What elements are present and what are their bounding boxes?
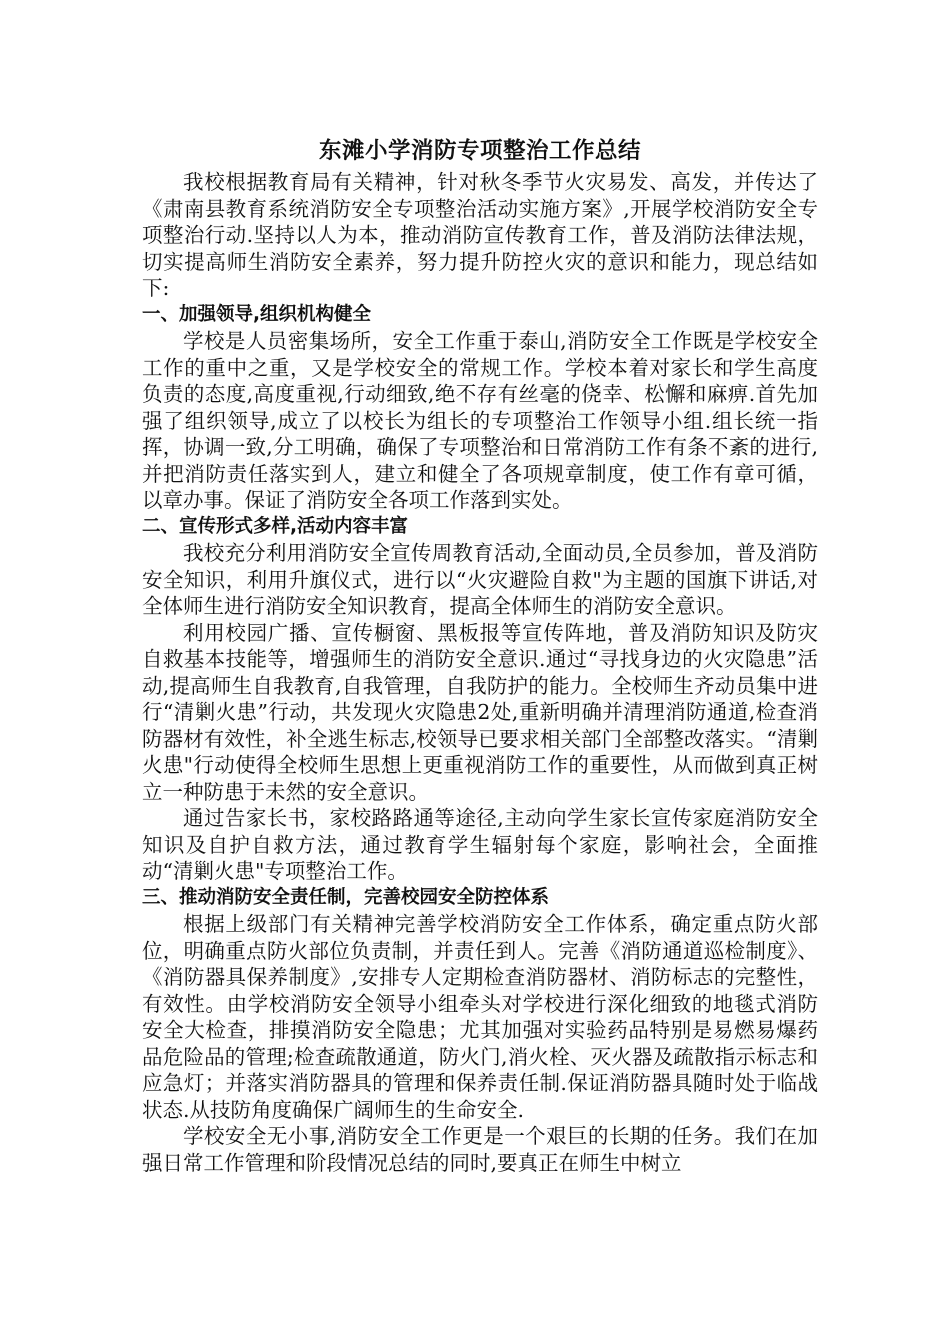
section-2-paragraph: 通过告家长书，家校路路通等途径,主动向学生家长宣传家庭消防安全知识及自护自救方法，通过教育学生辐射每个家庭，影响社会，全面推动“清剿火患"专项整治工作。 xyxy=(142,806,818,883)
section-heading-2: 二、宣传形式多样,活动内容丰富 xyxy=(142,515,409,537)
document-title: 东滩小学消防专项整治工作总结 xyxy=(318,138,641,164)
section-heading-3: 三、推动消防安全责任制，完善校园安全防控体系 xyxy=(142,886,550,908)
section-1-paragraph: 学校是人员密集场所，安全工作重于泰山,消防安全工作既是学校安全工作的重中之重，又是学校安全的常规工作。学校本着对家长和学生高度负责的态度,高度重视,行动细致,绝不存有丝毫的侥幸、松懈和麻痹.首先加强了组织领导,成立了以校长为组长的专项整治工作领导小组.组长统一指挥，协调一致,分工明确，确保了专项整治和日常消防工作有条不紊的进行,并把消防责任落实到人，建立和健全了各项规章制度，使工作有章可循，以章办事。保证了消防安全各项工作落到实处。 xyxy=(142,329,818,512)
section-2-paragraph: 利用校园广播、宣传橱窗、黑板报等宣传阵地，普及消防知识及防灾自救基本技能等，增强师生的消防安全意识.通过“寻找身边的火灾隐患”活动,提高师生自我教育,自我管理，自我防护的能力。全校师生齐动员集中进行“清剿火患”行动，共发现火灾隐患2处,重新明确并清理消防通道,检查消防器材有效性，补全逃生标志,校领导已要求相关部门全部整改落实。“清剿火患"行动使得全校师生思想上更重视消防工作的重要性，从而做到真正树立一种防患于未然的安全意识。 xyxy=(142,620,818,804)
section-heading-1: 一、加强领导,组织机构健全 xyxy=(142,303,372,325)
intro-paragraph: 我校根据教育局有关精神，针对秋冬季节火灾易发、高发，并传达了《肃南县教育系统消防安全专项整治活动实施方案》,开展学校消防安全专项整治行动.坚持以人为本，推动消防宣传教育工作，普及消防法律法规，切实提高师生消防安全素养，努力提升防控火灾的意识和能力，现总结如下: xyxy=(142,170,818,300)
section-3-paragraph: 根据上级部门有关精神完善学校消防安全工作体系，确定重点防火部位，明确重点防火部位负责制，并责任到人。完善《消防通道巡检制度》、《消防器具保养制度》,安排专人定期检查消防器材、消防标志的完整性，有效性。由学校消防安全领导小组牵头对学校进行深化细致的地毯式消防安全大检查，排摸消防安全隐患；尤其加强对实验药品特别是易燃易爆药品危险品的管理;检查疏散通道，防火门,消火栓、灭火器及疏散指示标志和应急灯；并落实消防器具的管理和保养责任制.保证消防器具随时处于临战状态.从技防角度确保广阔师生的生命安全. xyxy=(142,912,818,1122)
document-page xyxy=(142,133,818,1176)
section-3-paragraph: 学校安全无小事,消防安全工作更是一个艰巨的长期的任务。我们在加强日常工作管理和阶段情况总结的同时,要真正在师生中树立 xyxy=(142,1124,818,1175)
section-2-paragraph: 我校充分利用消防安全宣传周教育活动,全面动员,全员参加，普及消防安全知识，利用升旗仪式，进行以“火灾避险自救"为主题的国旗下讲话,对全体师生进行消防安全知识教育，提高全体师生的消防安全意识。 xyxy=(142,541,818,618)
